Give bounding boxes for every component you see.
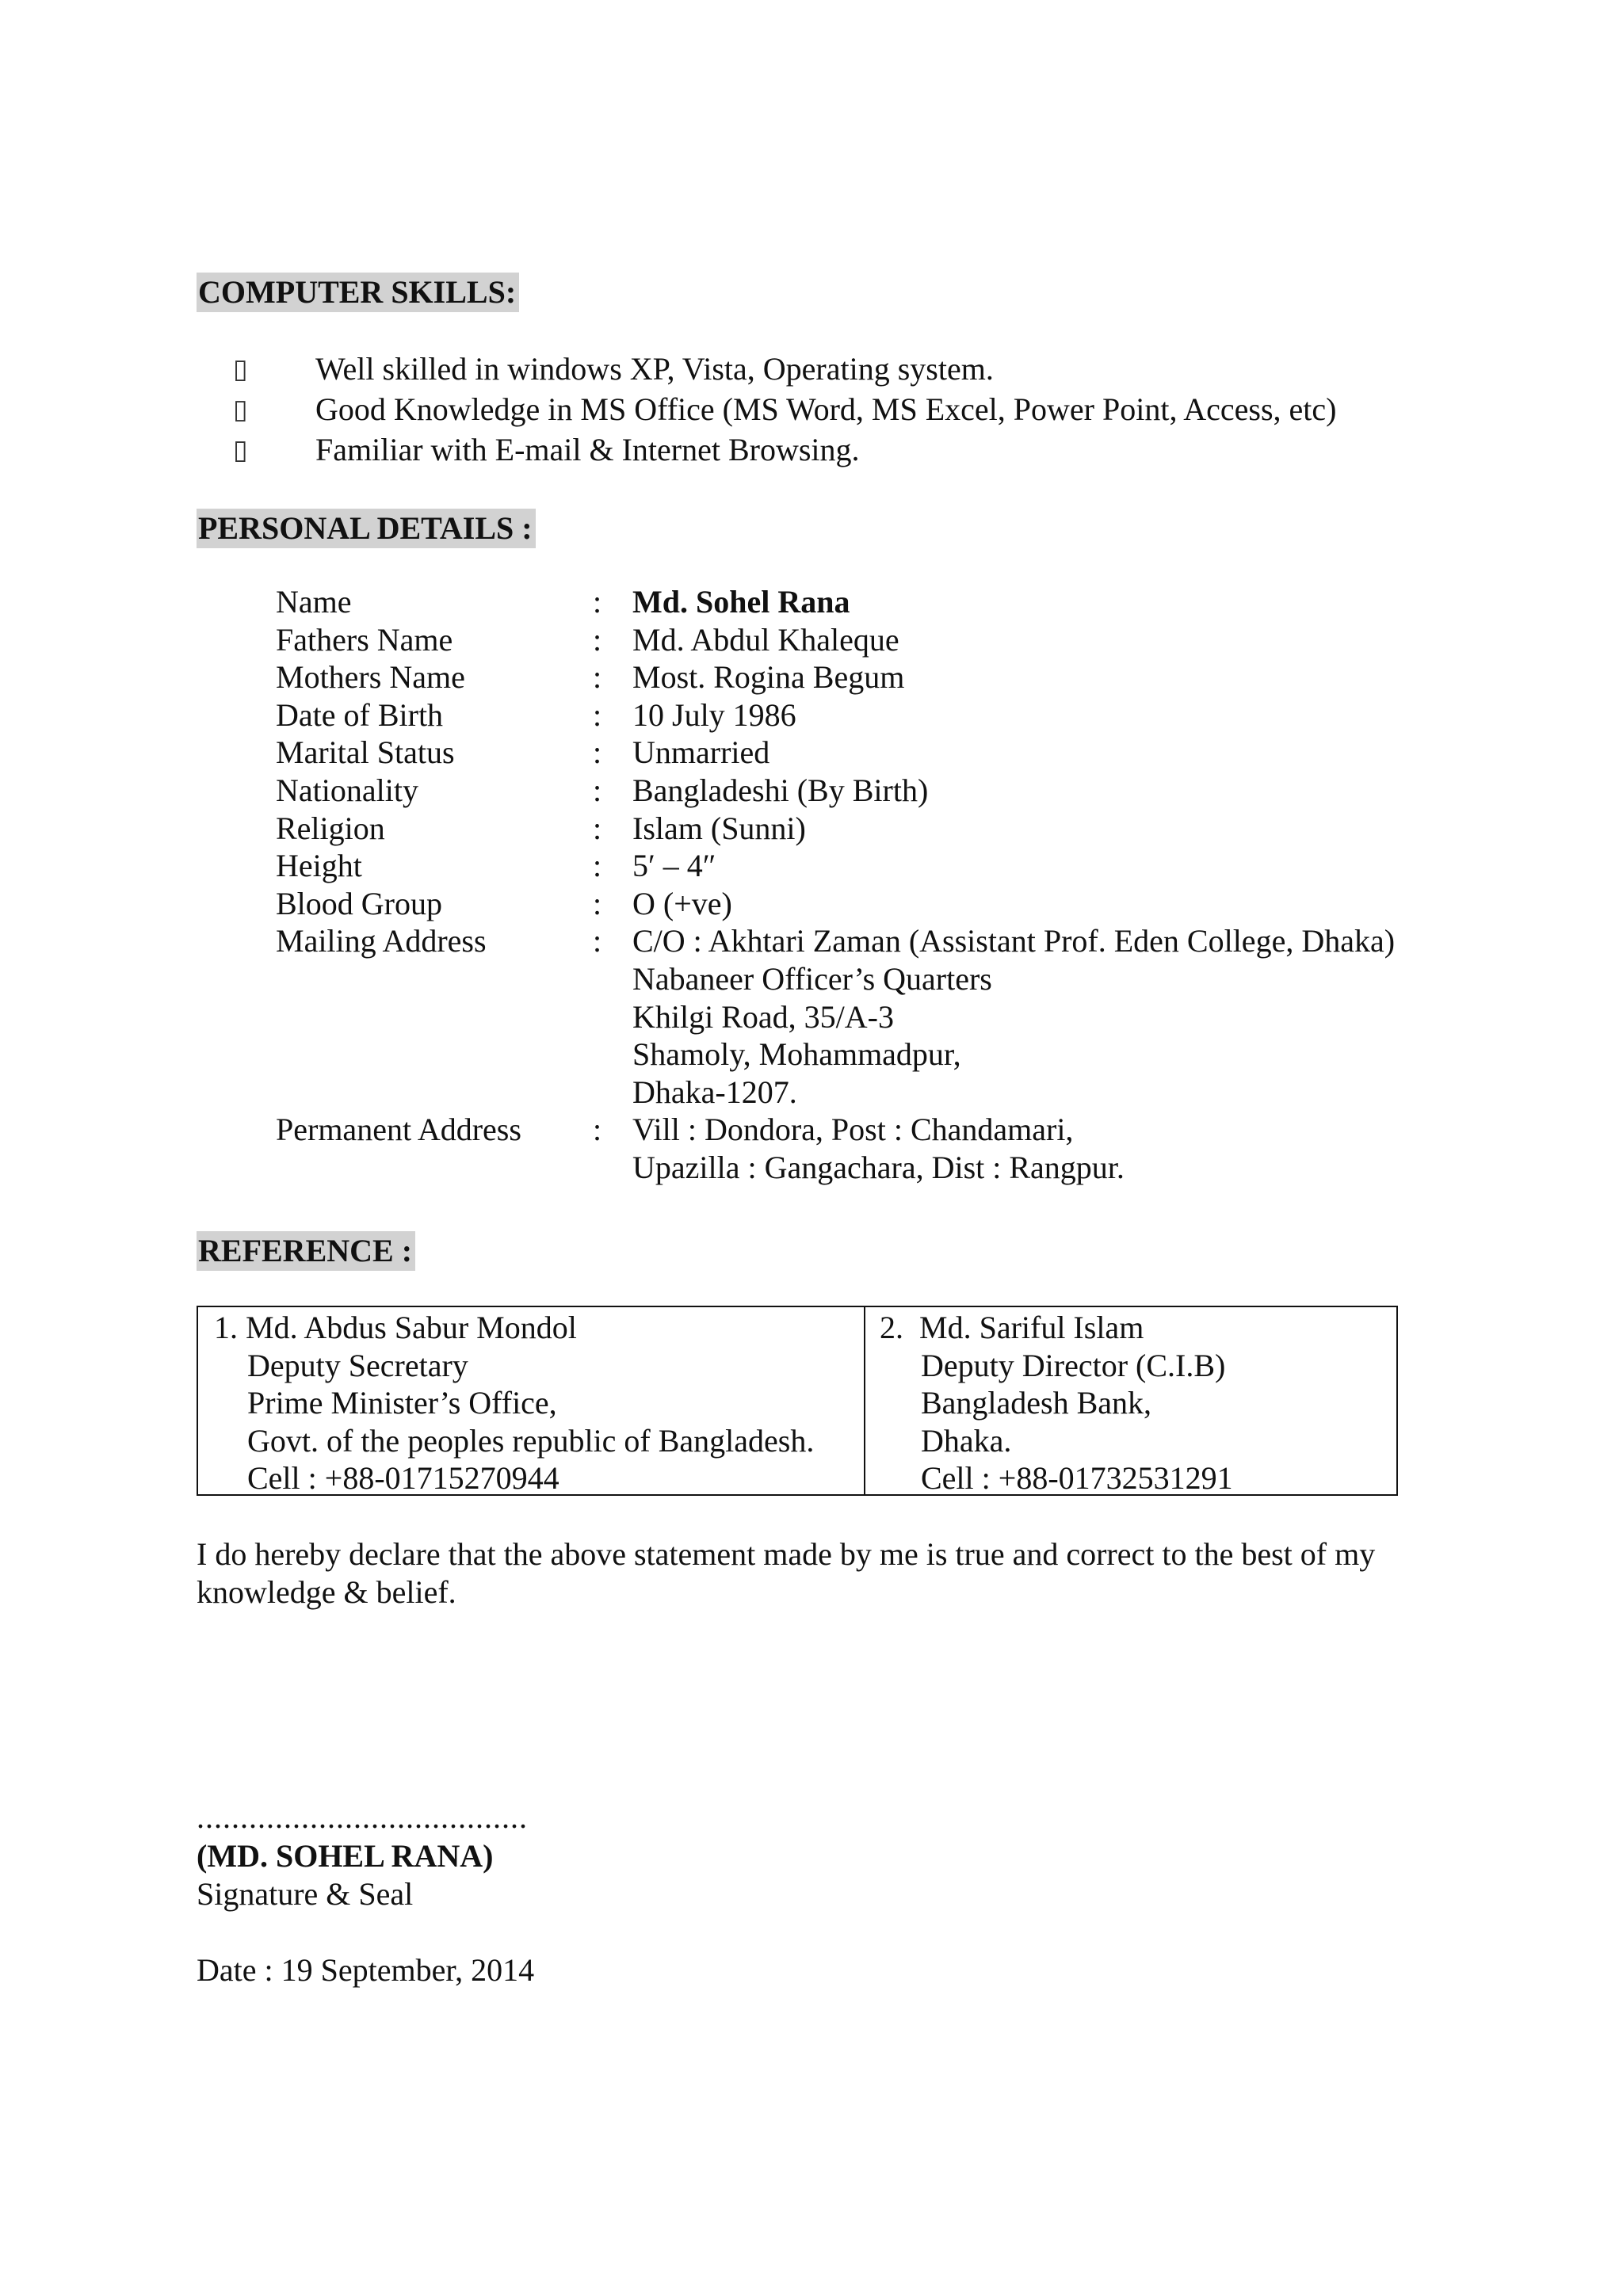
- detail-separator: :: [593, 621, 602, 658]
- detail-value: [632, 658, 1544, 696]
- signature-line: ......................................: [197, 1799, 528, 1835]
- bullet-icon: ▯: [233, 395, 248, 425]
- reference-heading: REFERENCE :: [197, 1231, 415, 1271]
- personal-detail-row: [276, 810, 1544, 848]
- reference-line: Dhaka.: [921, 1422, 1012, 1459]
- personal-detail-row: [276, 885, 1544, 923]
- document-date: Date : 19 September, 2014: [197, 1952, 535, 1988]
- detail-value: [632, 1111, 1544, 1186]
- detail-separator: :: [593, 696, 602, 733]
- detail-separator: :: [593, 734, 602, 771]
- detail-value-line: Upazilla : Gangachara, Dist : Rangpur.: [632, 1149, 1125, 1185]
- detail-value: [632, 583, 1544, 621]
- reference-name: Md. Abdus Sabur Mondol: [246, 1310, 577, 1345]
- personal-details-heading: PERSONAL DETAILS :: [197, 509, 536, 548]
- computer-skills-heading: COMPUTER SKILLS:: [197, 273, 519, 312]
- detail-separator: :: [593, 659, 602, 696]
- reference-table: [197, 1306, 1398, 1496]
- detail-separator: :: [593, 810, 602, 846]
- signature-caption: Signature & Seal: [197, 1876, 414, 1912]
- declaration-line: knowledge & belief.: [197, 1574, 456, 1610]
- detail-label: Permanent Address: [276, 1112, 521, 1148]
- detail-value-line: C/O : Akhtari Zaman (Assistant Prof. Eden College, Dhaka): [632, 923, 1396, 959]
- detail-value-line: Nabaneer Officer’s Quarters: [632, 960, 992, 997]
- detail-value-line: 5′ – 4″: [632, 848, 716, 884]
- skill-text: Good Knowledge in MS Office (MS Word, MS Excel, Power Point, Access, etc): [315, 391, 1337, 427]
- personal-detail-row: [276, 696, 1544, 734]
- personal-details-list: [276, 583, 1544, 1187]
- reference-cell-2: [865, 1307, 1396, 1497]
- personal-detail-row: [276, 1111, 1544, 1186]
- detail-value-line: Md. Abdul Khaleque: [632, 621, 899, 658]
- detail-value: [632, 772, 1544, 810]
- reference-number: 2.: [880, 1310, 903, 1345]
- detail-value-line: Khilgi Road, 35/A-3: [632, 998, 894, 1035]
- detail-separator: :: [593, 1112, 602, 1148]
- computer-skills-list: [197, 349, 1465, 470]
- detail-separator: :: [593, 584, 602, 620]
- personal-detail-row: [276, 621, 1544, 659]
- declaration-text: [197, 1535, 1465, 1611]
- detail-value-line: Bangladeshi (By Birth): [632, 772, 929, 808]
- detail-value-line: 10 July 1986: [632, 696, 796, 733]
- reference-title: [214, 1309, 864, 1347]
- skill-text: Familiar with E-mail & Internet Browsing.: [315, 432, 860, 467]
- reference-line: Deputy Secretary: [247, 1347, 468, 1383]
- personal-detail-row: [276, 922, 1544, 1111]
- detail-separator: :: [593, 848, 602, 884]
- reference-line: Deputy Director (C.I.B): [921, 1347, 1226, 1383]
- detail-label: Date of Birth: [276, 696, 444, 733]
- personal-detail-row: [276, 583, 1544, 621]
- detail-value-line: Vill : Dondora, Post : Chandamari,: [632, 1112, 1074, 1148]
- detail-value: [632, 621, 1544, 659]
- list-item: [197, 389, 1465, 429]
- detail-value-line: Most. Rogina Begum: [632, 659, 905, 696]
- detail-label: Fathers Name: [276, 621, 453, 658]
- detail-value-line: Shamoly, Mohammadpur,: [632, 1036, 961, 1073]
- personal-detail-row: [276, 772, 1544, 810]
- detail-value: [632, 696, 1544, 734]
- detail-label: Marital Status: [276, 734, 455, 771]
- detail-label: Nationality: [276, 772, 418, 808]
- detail-label: Religion: [276, 810, 385, 846]
- signature-name: (MD. SOHEL RANA): [197, 1838, 494, 1874]
- detail-label: Name: [276, 584, 352, 620]
- reference-line: Cell : +88-01732531291: [921, 1460, 1233, 1497]
- personal-detail-row: [276, 847, 1544, 885]
- reference-number: 1.: [214, 1310, 238, 1345]
- reference-line: Bangladesh Bank,: [921, 1385, 1152, 1421]
- detail-value: [632, 734, 1544, 772]
- reference-line: Cell : +88-01715270944: [247, 1460, 559, 1497]
- reference-title: [880, 1309, 1396, 1347]
- detail-value-line: Islam (Sunni): [632, 810, 806, 846]
- reference-line: Govt. of the peoples republic of Bangladesh.: [247, 1422, 815, 1459]
- detail-label: Height: [276, 848, 362, 884]
- detail-value-line: Unmarried: [632, 734, 770, 771]
- detail-value: [632, 885, 1544, 923]
- detail-value: [632, 922, 1544, 1111]
- reference-line: Prime Minister’s Office,: [247, 1385, 557, 1421]
- bullet-icon: ▯: [233, 354, 248, 384]
- reference-cell-1: [198, 1307, 865, 1497]
- reference-name: Md. Sariful Islam: [919, 1310, 1144, 1345]
- detail-separator: :: [593, 885, 602, 921]
- personal-detail-row: [276, 658, 1544, 696]
- bullet-icon: ▯: [233, 435, 248, 465]
- detail-label: Mothers Name: [276, 659, 465, 696]
- list-item: [197, 349, 1465, 389]
- detail-value: [632, 847, 1544, 885]
- detail-separator: :: [593, 772, 602, 808]
- detail-label: Mailing Address: [276, 923, 487, 959]
- personal-detail-row: [276, 734, 1544, 772]
- declaration-line: I do hereby declare that the above statement made by me is true and correct to the best of my: [197, 1536, 1376, 1572]
- detail-value: [632, 810, 1544, 848]
- detail-separator: :: [593, 923, 602, 959]
- detail-label: Blood Group: [276, 885, 442, 921]
- detail-value-line: Dhaka-1207.: [632, 1074, 797, 1110]
- detail-value-line: O (+ve): [632, 885, 732, 921]
- skill-text: Well skilled in windows XP, Vista, Operating system.: [315, 351, 994, 387]
- detail-value-line: Md. Sohel Rana: [632, 584, 850, 620]
- list-item: [197, 429, 1465, 470]
